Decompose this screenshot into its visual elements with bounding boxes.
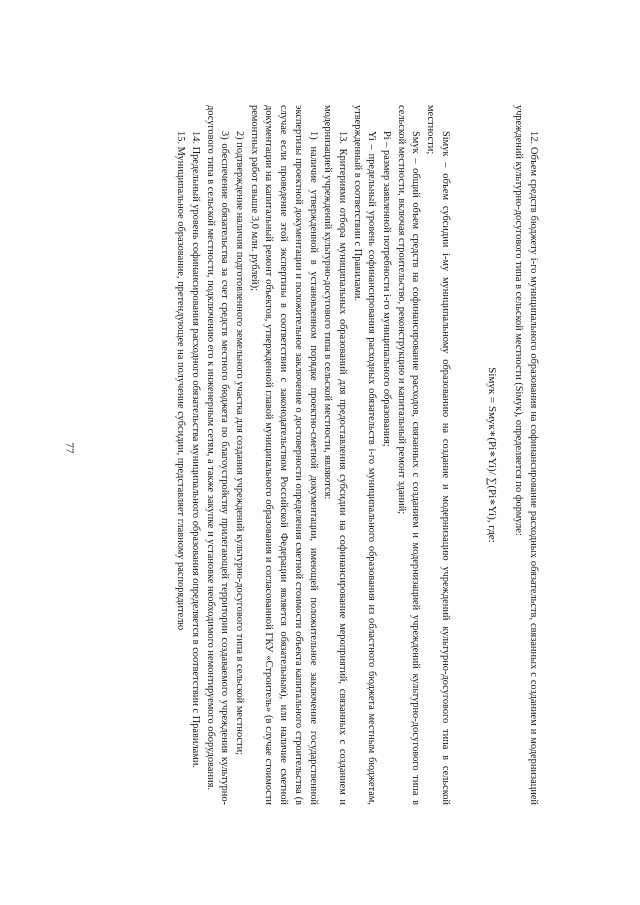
page-number: 77 (63, 442, 76, 454)
definition-yi: Yi – предельный уровень софинансирования расходных обязательств i-го муниципального образования из областного бюджета местным бюджетам, утвержденный в соответствии с Правилами. (351, 105, 378, 805)
paragraph-12: 12. Объем средств бюджету i-го муниципального образования на софинансирование расходных обязательств, связанных с созданием и модернизацией учреждений культурно-досугового типа в сельской местности (Siмук), определяется по формуле: (513, 105, 539, 805)
criterion-3: 3) обеспечение обязательства за счет средств местного бюджета по благоустройству прилегающей территории создаваемого учреждения культурно-досугового типа в сельской местности, подключению его к инженерным сетям, а также закупке и установке необходимого немонтируемого оборудования. (204, 105, 231, 805)
definition-pi: Pi – размер заявленной потребности i-го муниципального образования; (381, 131, 393, 447)
paragraph-14: 14. Предельный уровень софинансирования расходного обязательства муниципального образования определяется в соответствии с Правилами. (189, 131, 201, 769)
definition-sмук: Sмук – общий объем средств на софинансирование расходов, связанных с созданием и модернизацией учреждений культурно-досугового типа в сельской местности, включая строительство, реконструкцию и капитальный ремонт зданий; (395, 105, 422, 805)
spacer (452, 105, 470, 805)
formula: Siмук = Sмук∗(Pi∗Yi)/ ∑(Pi∗Yi), где: (485, 367, 498, 543)
document-body (120, 105, 540, 805)
criterion-2: 2) подтверждение наличия подготовленного земельного участка для создания учреждений культурно-досугового типа в сельской местности; (234, 131, 246, 756)
paragraph-15: 15. Муниципальное образование, претендующее на получение субсидии, представляет главному распорядителю (175, 131, 187, 631)
definition-siмук: Siмук – объем субсидии i-му муниципальному образованию на создание и модернизацию учреждений культурно-досугового типа в сельской местности; (425, 105, 451, 805)
paragraph-13: 13. Критериями отбора муниципальных образований для предоставления субсидии на софинансирование мероприятий, связанных с созданием и модернизацией учреждений культурно-досугового типа в сельской местности, являются: (322, 105, 348, 805)
criterion-1: 1) наличие утвержденной в установленном порядке проектно-сметной документации, имеющей положительное заключение государственной экспертизы проектной документации и положительное заключение о достоверности определения сметной стоимости объекта капитального строительства (в случае если проведение этой экспертизы в соответствии с законодательством Российской Федерации является обязательным), или наличие сметной документации на капитальный ремонт объектов, утвержденной главой муниципального образования и согласованной ГКУ «Строитель» (в случае стоимости ремонтных работ свыше 3,0 млн. рублей); (248, 105, 319, 805)
